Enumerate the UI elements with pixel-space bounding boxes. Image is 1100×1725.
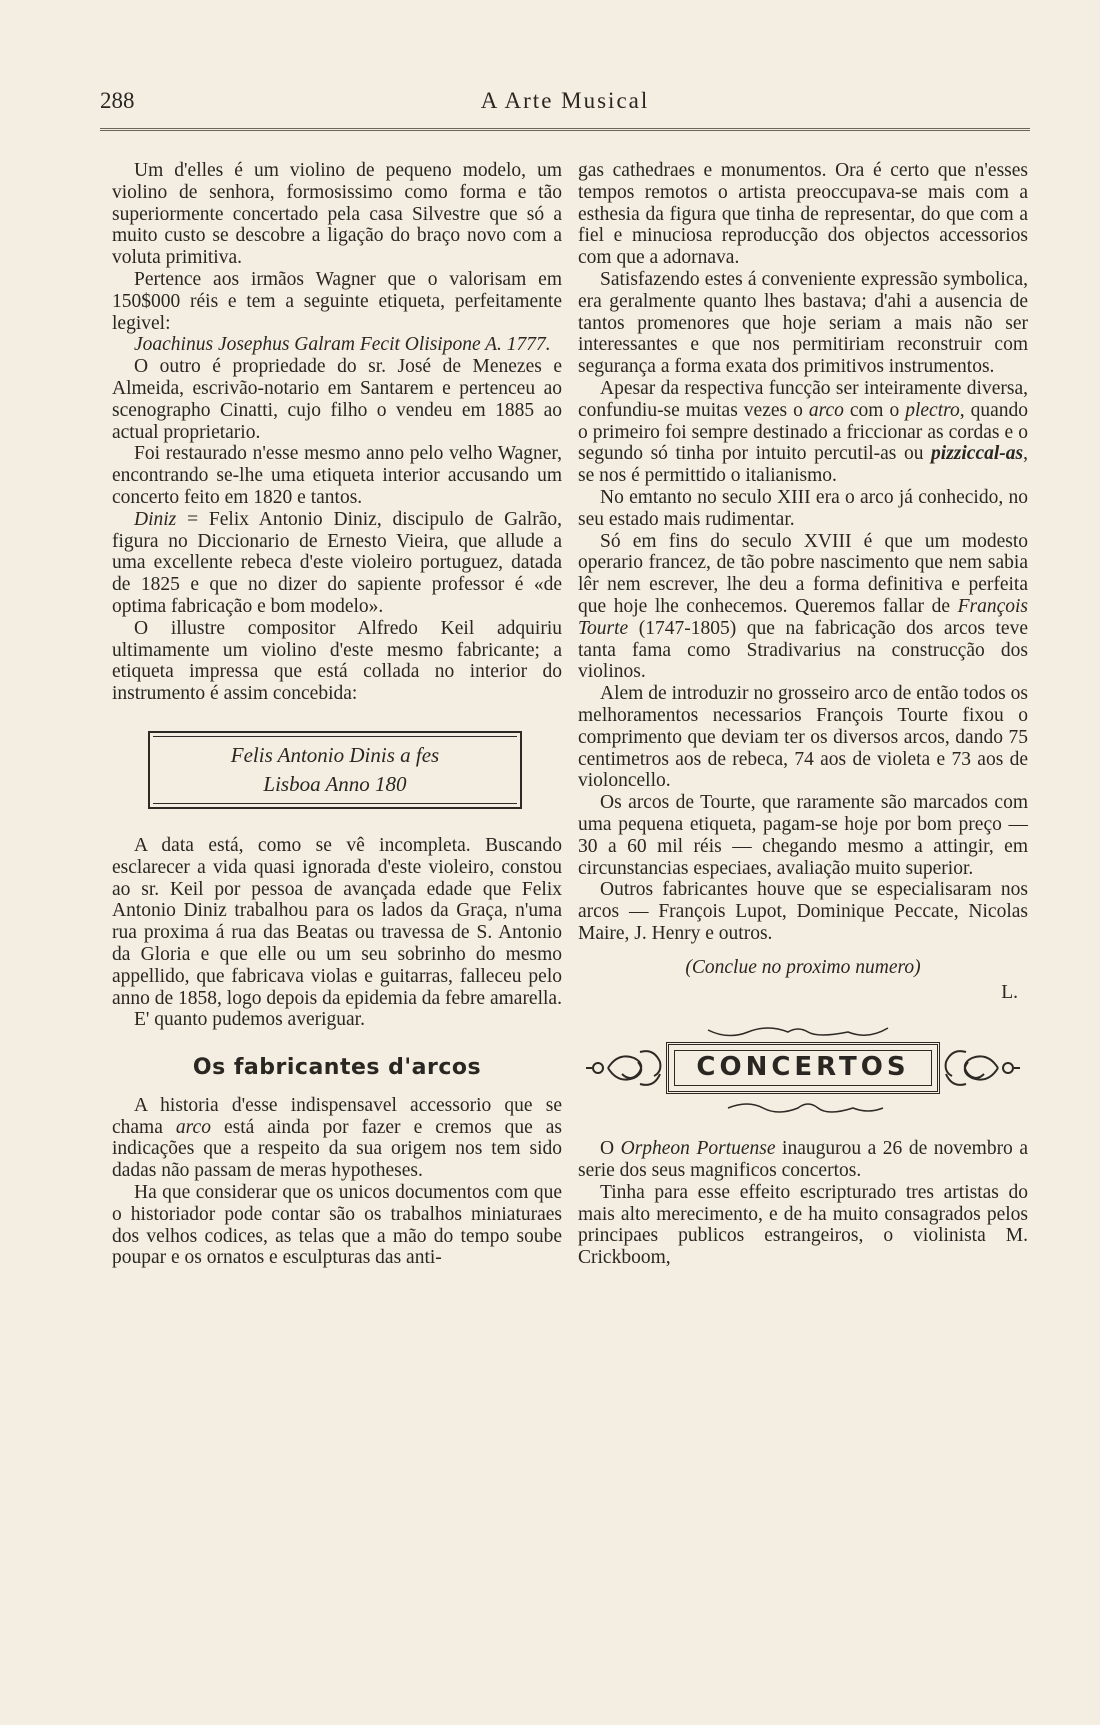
section-banner-title: CONCERTOS	[674, 1050, 932, 1086]
author-signature: L.	[1001, 982, 1018, 1004]
paragraph	[112, 1095, 562, 1182]
paragraph: A data está, como se vê incompleta. Buscando esclarecer a vida quasi ignorada d'este violeiro, constou ao sr. Keil por pessoa de avançada edade que Felix Antonio Diniz trabalhou para os lados da Graça, n'uma rua proxima á rua das Beatas ou travessa de S. Antonio da Gloria e que elle ou um seu sobrinho do mesmo appellido, que fabricava violas e guitarras, falleceu pelo anno de 1858, logo depois da epidemia da febre amarella.	[112, 834, 562, 1009]
paragraph-text: (1747-1805) que na fabricação dos arcos teve tanta fama como Stradivarius na construcção dos violinos.	[578, 617, 1028, 683]
label-line: Felis Antonio Dinis a fes	[230, 742, 440, 767]
paragraph	[578, 531, 1028, 684]
running-title: A Arte Musical	[480, 88, 650, 113]
label-line: Lisboa Anno 180	[263, 771, 407, 796]
paragraph-text: Só em fins do seculo XVIII é que um modesto operario francez, de tão pobre nascimento que nem sabia lêr nem escrever, lhe deu a forma definitiva e perfeita que hoje lhe conhecemos. Queremos fallar de	[578, 530, 1028, 617]
paragraph-text: Apesar da respectiva funcção ser inteiramente diversa, confundiu-se muitas vezes o	[578, 377, 1028, 421]
emphasis: plectro	[905, 399, 960, 421]
paragraph	[578, 378, 1028, 487]
paragraph-text: , quando o primeiro foi sempre destinado a friccionar as cordas e o segundo só tinha por intuito percutil-as ou	[578, 399, 1029, 465]
continued-note: (Conclue no proximo numero)	[685, 956, 921, 978]
maker-name: François Tourte	[578, 595, 1028, 639]
header-rule	[100, 128, 1030, 131]
right-column	[578, 160, 1028, 1269]
maker-name: Diniz	[134, 508, 177, 530]
paragraph: Um d'elles é um violino de pequeno modelo, um violino de senhora, formosissimo como forma e tão superiormente concertado pela casa Silvestre que só a muito custo se descobre a ligação do braço novo com a voluta primitiva.	[112, 160, 562, 269]
paragraph	[112, 509, 562, 618]
paragraph	[578, 1138, 1028, 1182]
paragraph-text: com o	[843, 399, 906, 421]
paragraph: Foi restaurado n'esse mesmo anno pelo velho Wagner, encontrando se-lhe uma etiqueta interior accusando um concerto feito em 1820 e tantos.	[112, 443, 562, 508]
violin-label-box	[148, 731, 522, 809]
paragraph-text: inaugurou a 26 de novembro a serie dos seus magnificos concertos.	[578, 1138, 1028, 1182]
section-heading: Os fabricantes d'arcos	[192, 1055, 482, 1081]
society-name: Orpheon Portuense	[620, 1138, 776, 1160]
paragraph: E' quanto pudemos averiguar.	[134, 1009, 365, 1031]
paragraph: gas cathedraes e monumentos. Ora é certo que n'esses tempos remotos o artista preoccupava-se mais com a esthesia da figura que tinha de representar, do que com a fiel e minuciosa reproducção dos objectos accessorios com que a adornava.	[578, 160, 1028, 269]
paragraph: O illustre compositor Alfredo Keil adquiriu ultimamente um violino d'este mesmo fabricante; a etiqueta impressa que está collada no interior do instrumento é assim concebida:	[112, 617, 562, 705]
page-header	[100, 88, 1030, 128]
emphasis: pizziccal-as	[931, 443, 1024, 465]
concertos-banner	[578, 1022, 1028, 1120]
paragraph-text: A historia d'esse indispensavel accessorio que se chama	[112, 1094, 562, 1138]
paragraph: Satisfazendo estes á conveniente expressão symbolica, era geralmente quanto lhes bastava; d'ahi a ausencia de tantos promenores que hoje seriam a mais não ser interessantes e que nos permitiriam reconstruir com segurança a forma exata dos primitivos instrumentos.	[578, 268, 1028, 378]
paragraph: Pertence aos irmãos Wagner que o valorisam em 150$000 réis e tem a seguinte etiqueta, perfeitamente legivel:	[112, 268, 562, 334]
paragraph-text: O	[600, 1138, 621, 1160]
paragraph-text: = Felix Antonio Diniz, discipulo de Galrão, figura no Diccionario de Ernesto Vieira, que allude a uma excellente rebeca d'este violeiro portuguez, datada de 1825 e que no dizer do sapiente professor é «de optima fabricação e bom modelo».	[112, 508, 562, 617]
violin-label-inner	[153, 736, 517, 804]
paragraph: Outros fabricantes houve que se especialisaram nos arcos — François Lupot, Dominique Peccate, Nicolas Maire, J. Henry e outros.	[578, 879, 1028, 944]
paragraph: Os arcos de Tourte, que raramente são marcados com uma pequena etiqueta, pagam-se hoje por bom preço — 30 a 60 mil réis — chegando mesmo a attingir, em circunstancias especiaes, avaliação muito superior.	[578, 792, 1028, 879]
concertos-box	[666, 1042, 940, 1094]
paragraph: O outro é propriedade do sr. José de Menezes e Almeida, escrivão-notario em Santarem e pertenceu ao scenographo Cinatti, cujo filho o vendeu em 1885 ao actual proprietario.	[112, 356, 562, 443]
paragraph: Alem de introduzir no grosseiro arco de então todos os melhoramentos necessarios François Tourte fixou o comprimento que deviam ter os diversos arcos, dando 75 centimetros aos de rebeca, 74 aos de violeta e 73 aos de violoncello.	[578, 683, 1028, 792]
emphasis: arco	[175, 1116, 211, 1138]
paragraph: No emtanto no seculo XIII era o arco já conhecido, no seu estado mais rudimentar.	[578, 486, 1028, 530]
paragraph: Tinha para esse effeito escripturado tres artistas do mais alto merecimento, e de ha muito consagrados pelos principaes publicos estrangeiros, o violinista M. Crickboom,	[578, 1181, 1028, 1269]
page-number: 288	[100, 88, 135, 113]
left-column	[112, 160, 562, 1269]
paragraph-text: está ainda por fazer e cremos que as indicações que a respeito da sua origem nos tem sido dadas não passam de meras hypotheses.	[112, 1116, 563, 1182]
paragraph-text: , se nos é permittido o italianismo.	[578, 443, 1028, 487]
emphasis: arco	[808, 399, 844, 421]
paragraph: Ha que considerar que os unicos documentos com que o historiador pode contar são os trabalhos miniaturaes dos velhos codices, as telas que a mão do tempo soube poupar e os ornatos e esculpturas das anti-	[112, 1182, 562, 1269]
label-inscription-quote: Joachinus Josephus Galram Fecit Olisipone A. 1777.	[134, 334, 551, 356]
